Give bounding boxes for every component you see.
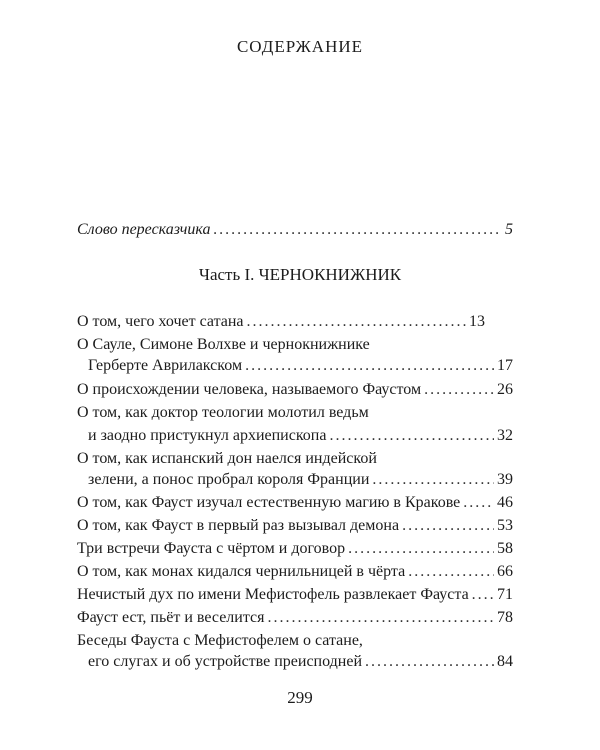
toc-entry-page: 32 [497,427,513,444]
toc-entry-page: 17 [497,357,513,374]
toc-entry-page: 46 [497,494,513,511]
toc-entry-title: О том, как Фауст изучал естественную магию в Кракове [77,494,461,511]
toc-entry[interactable] [77,493,513,513]
toc-entry[interactable] [77,608,513,628]
toc-entry-page: 13 [469,313,485,330]
toc-entry-page: 39 [497,471,513,488]
toc-entry[interactable] [77,380,513,400]
part-title: Часть I. ЧЕРНОКНИЖНИК [198,265,402,284]
toc-entry-title: Слово пересказчика [77,221,211,238]
toc-entry-title: Нечистый дух по имени Мефистофель развлекает Фауста [77,586,469,603]
toc-entry-title: Герберте Аврилакском [88,357,243,374]
toc-entry[interactable] [77,516,513,536]
toc-entry-title: О том, как монах кидался чернильницей в чёрта [77,563,406,580]
dot-leader [402,516,494,536]
toc-entry[interactable] [88,470,513,490]
toc-entry-page: 58 [497,540,513,557]
toc-entry-title: О том, чего хочет сатана [77,313,244,330]
toc-entry-page: 5 [505,221,513,238]
toc-entry[interactable] [88,356,513,376]
dot-leader [267,608,494,628]
toc-entry-page: 53 [497,517,513,534]
toc-entry-intro[interactable] [77,220,513,240]
dot-leader [214,220,502,240]
page-heading: СОДЕРЖАНИЕ [236,37,364,56]
toc-entry-title: его слугах и об устройстве преисподней [88,653,363,670]
toc-entry-line[interactable]: О том, как испанский дон наелся индейской [77,450,377,467]
dot-leader [463,493,494,513]
toc-entry-page: 78 [497,609,513,626]
toc-entry[interactable] [77,585,513,605]
toc-entry[interactable] [77,562,513,582]
toc-entry-page: 71 [497,586,513,603]
toc-entry[interactable] [88,426,513,446]
toc-entry-title: О происхождении человека, называемого Фаустом [77,381,422,398]
dot-leader [365,652,494,672]
toc-entry-title: Три встречи Фауста с чёртом и договор [77,540,346,557]
page-number: 299 [287,688,313,707]
toc-entry-title: О том, как Фауст в первый раз вызывал демона [77,517,400,534]
toc-entry-page: 84 [497,653,513,670]
toc-entry-title: и заодно пристукнул архиепископа [88,427,327,444]
toc-entry-line[interactable]: Беседы Фауста с Мефистофелем о сатане, [77,632,363,649]
toc-entry-title: Фауст ест, пьёт и веселится [77,609,265,626]
dot-leader [329,426,494,446]
dot-leader [372,470,494,490]
toc-entry-page: 26 [497,381,513,398]
toc-entry-title: зелени, а понос пробрал короля Франции [88,471,370,488]
dot-leader [408,562,494,582]
dot-leader [472,585,494,605]
toc-entry[interactable] [88,652,513,672]
toc-entry-line[interactable]: О том, как доктор теологии молотил ведьм [77,404,369,421]
dot-leader [247,312,466,332]
toc-entry-page: 66 [497,563,513,580]
toc-entry-line[interactable]: О Сауле, Симоне Волхве и чернокнижнике [77,336,370,353]
dot-leader [245,356,494,376]
dot-leader [348,539,494,559]
toc-entry[interactable] [77,312,485,332]
toc-entry[interactable] [77,539,513,559]
dot-leader [424,380,494,400]
